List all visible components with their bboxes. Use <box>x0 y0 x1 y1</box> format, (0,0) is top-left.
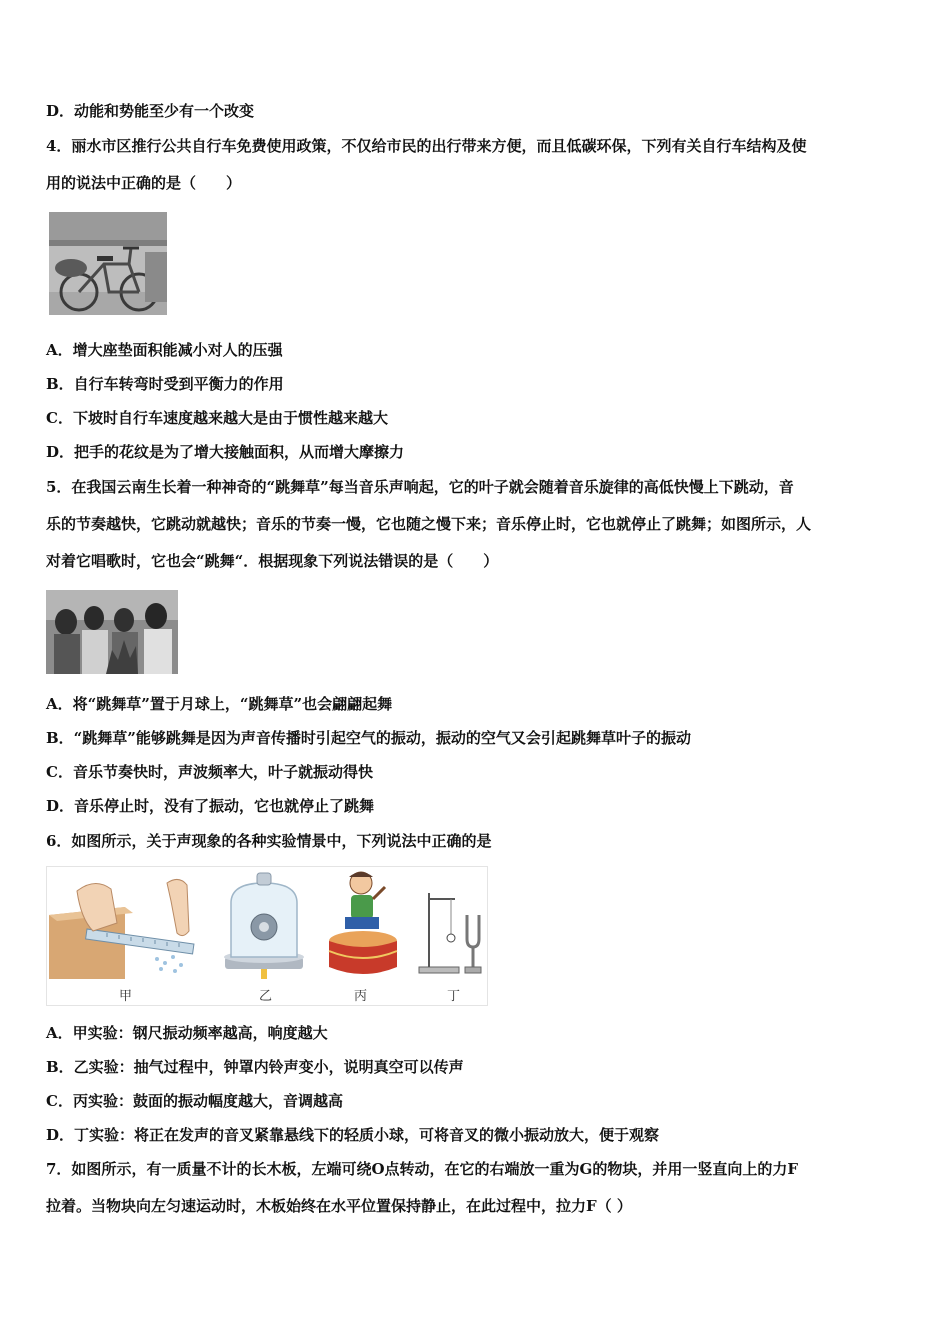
figure-label-yi: 乙 <box>259 989 273 1004</box>
q5-option-c: C．音乐节奏快时，声波频率大，叶子就振动得快 <box>46 763 373 781</box>
bicycle-image <box>49 212 167 315</box>
ruler-experiment-image <box>47 871 197 979</box>
q5-option-a: A．将“跳舞草”置于月球上，“跳舞草”也会翩翩起舞 <box>46 695 393 713</box>
tuning-fork-experiment-image <box>415 885 487 981</box>
q5-option-d: D．音乐停止时，没有了振动，它也就停止了跳舞 <box>46 797 375 815</box>
q5-stem-line-2: 乐的节奏越快，它跳动就越快；音乐的节奏一慢，它也随之慢下来；音乐停止时，它也就停止了跳舞；如图所示，人 <box>46 515 812 533</box>
q4-option-b: B．自行车转弯时受到平衡力的作用 <box>46 375 284 393</box>
bell-jar-experiment-image <box>219 869 309 981</box>
q4-stem-line-2: 用的说法中正确的是（ ） <box>46 174 242 192</box>
q5-option-b: B．“跳舞草”能够跳舞是因为声音传播时引起空气的振动，振动的空气又会引起跳舞草叶子的振动 <box>46 729 691 747</box>
q6-option-c: C．丙实验：鼓面的振动幅度越大，音调越高 <box>46 1092 343 1110</box>
q4-option-c: C．下坡时自行车速度越来越大是由于惯性越来越大 <box>46 409 388 427</box>
figure-label-ding: 丁 <box>447 989 461 1004</box>
q6-stem: 6．如图所示，关于声现象的各种实验情景中，下列说法中正确的是 <box>46 832 492 850</box>
q4-option-a: A．增大座垫面积能减小对人的压强 <box>46 341 283 359</box>
sound-experiments-figure <box>46 866 488 1006</box>
q5-stem-line-3: 对着它唱歌时，它也会“跳舞“．根据现象下列说法错误的是（ ） <box>46 552 499 570</box>
drum-experiment-image <box>323 867 403 981</box>
bicycle-photo <box>49 212 167 315</box>
q6-option-d: D．丁实验：将正在发声的音叉紧靠悬线下的轻质小球，可将音叉的微小振动放大，便于观察 <box>46 1126 660 1144</box>
q7-stem-line-2: 拉着。当物块向左匀速运动时，木板始终在水平位置保持静止，在此过程中，拉力F（ ） <box>46 1197 632 1215</box>
q7-stem-line-1: 7．如图所示，有一质量不计的长木板，左端可绕O点转动，在它的右端放一重为G的物块，并用一竖直向上的力F <box>46 1160 798 1178</box>
figure-label-jia: 甲 <box>119 989 133 1004</box>
dancing-grass-image <box>46 590 178 674</box>
figure-label-bing: 丙 <box>354 989 368 1004</box>
q6-option-a: A．甲实验：钢尺振动频率越高，响度越大 <box>46 1024 328 1042</box>
q4-stem-line-1: 4．丽水市区推行公共自行车免费使用政策，不仅给市民的出行带来方便，而且低碳环保，下列有关自行车结构及使 <box>46 137 807 155</box>
dancing-grass-photo <box>46 590 178 674</box>
q4-option-d: D．把手的花纹是为了增大接触面积，从而增大摩擦力 <box>46 443 405 461</box>
q6-option-b: B．乙实验：抽气过程中，钟罩内铃声变小，说明真空可以传声 <box>46 1058 464 1076</box>
q3-option-d: D．动能和势能至少有一个改变 <box>46 102 255 120</box>
q5-stem-line-1: 5．在我国云南生长着一种神奇的“跳舞草”每当音乐声响起，它的叶子就会随着音乐旋律的高低快慢上下跳动，音 <box>46 478 794 496</box>
